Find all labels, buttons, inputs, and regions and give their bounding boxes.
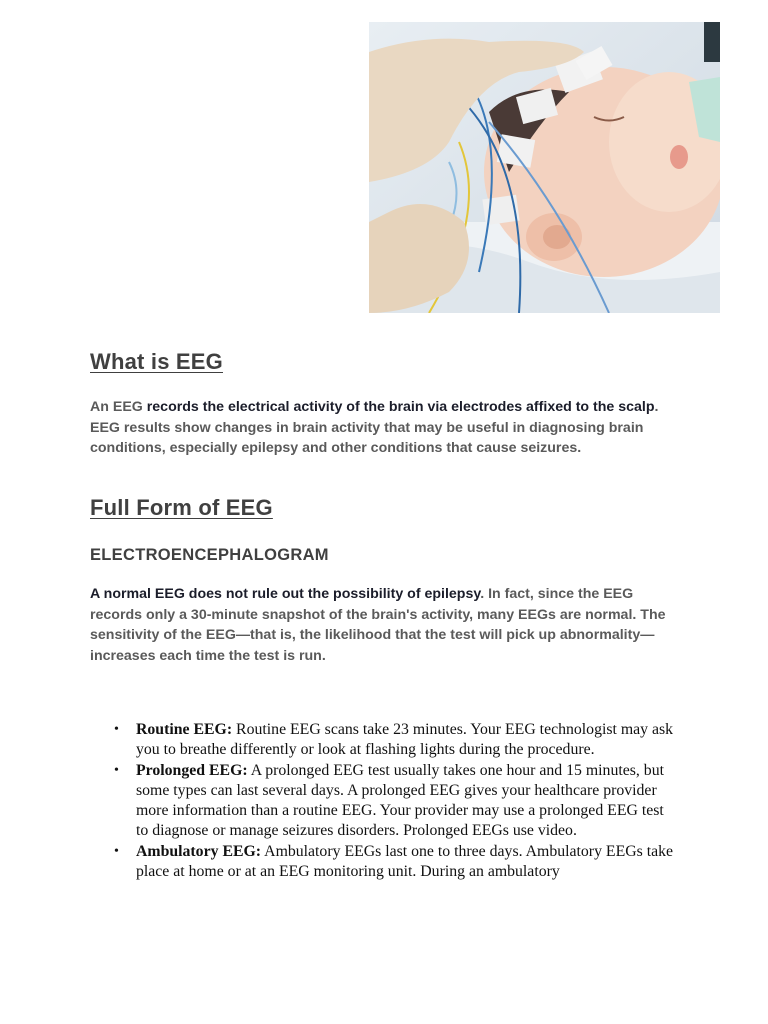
bullet-glyph: • <box>114 843 119 859</box>
heading-full-form: Full Form of EEG <box>90 495 273 520</box>
list-item-text: Routine EEG scans take 23 minutes. Your EEG technologist may ask you to breathe differently or look at flashing lights during the procedure. <box>136 721 674 759</box>
list-item-term: Routine EEG: <box>136 721 233 738</box>
list-item-text: Ambulatory EEGs last one to three days. Ambulatory EEGs take place at home or at an EEG monitoring unit. During an ambulatory <box>136 842 674 881</box>
para1-text-c: . EEG results show changes in brain activity that may be useful in diagnosing brain conditions, especially epilepsy and other conditions that cause seizures. <box>90 399 659 456</box>
photo-illustration <box>369 22 720 313</box>
paragraph-normal-eeg <box>90 584 680 666</box>
subheading-electroencephalogram: ELECTROENCEPHALOGRAM <box>90 546 329 564</box>
eeg-types-list <box>112 720 677 882</box>
paragraph-what-is-eeg <box>90 397 680 459</box>
para1-text-a: An EEG <box>90 399 147 415</box>
list-item <box>112 720 677 761</box>
para2-text-b: . In fact, since the EEG records only a 30-minute snapshot of the brain's activity, many EEGs are normal. The sensitivity of the EEG—that is, the likelihood that the test will pick up abnormality—increases each time the test is run. <box>90 586 666 664</box>
list-item-text: A prolonged EEG test usually takes one hour and 15 minutes, but some types can last several days. A prolonged EEG gives your healthcare provider more information than a routine EEG. Your provider may use a prolonged EEG test to diagnose or manage seizures disorders. Prolonged EEGs use video. <box>136 761 664 840</box>
list-item <box>112 761 677 842</box>
eeg-baby-photo <box>369 22 720 313</box>
list-item <box>112 842 677 883</box>
para2-text-a: A normal EEG does not rule out the possibility of epilepsy <box>90 586 481 602</box>
para1-text-b: records the electrical activity of the brain via electrodes affixed to the scalp <box>146 399 655 415</box>
heading-what-is-eeg: What is EEG <box>90 349 223 374</box>
bullet-glyph: • <box>114 722 119 737</box>
list-item-term: Ambulatory EEG: <box>136 842 262 860</box>
list-item-term: Prolonged EEG: <box>136 761 248 779</box>
bullet-glyph: • <box>114 762 119 778</box>
